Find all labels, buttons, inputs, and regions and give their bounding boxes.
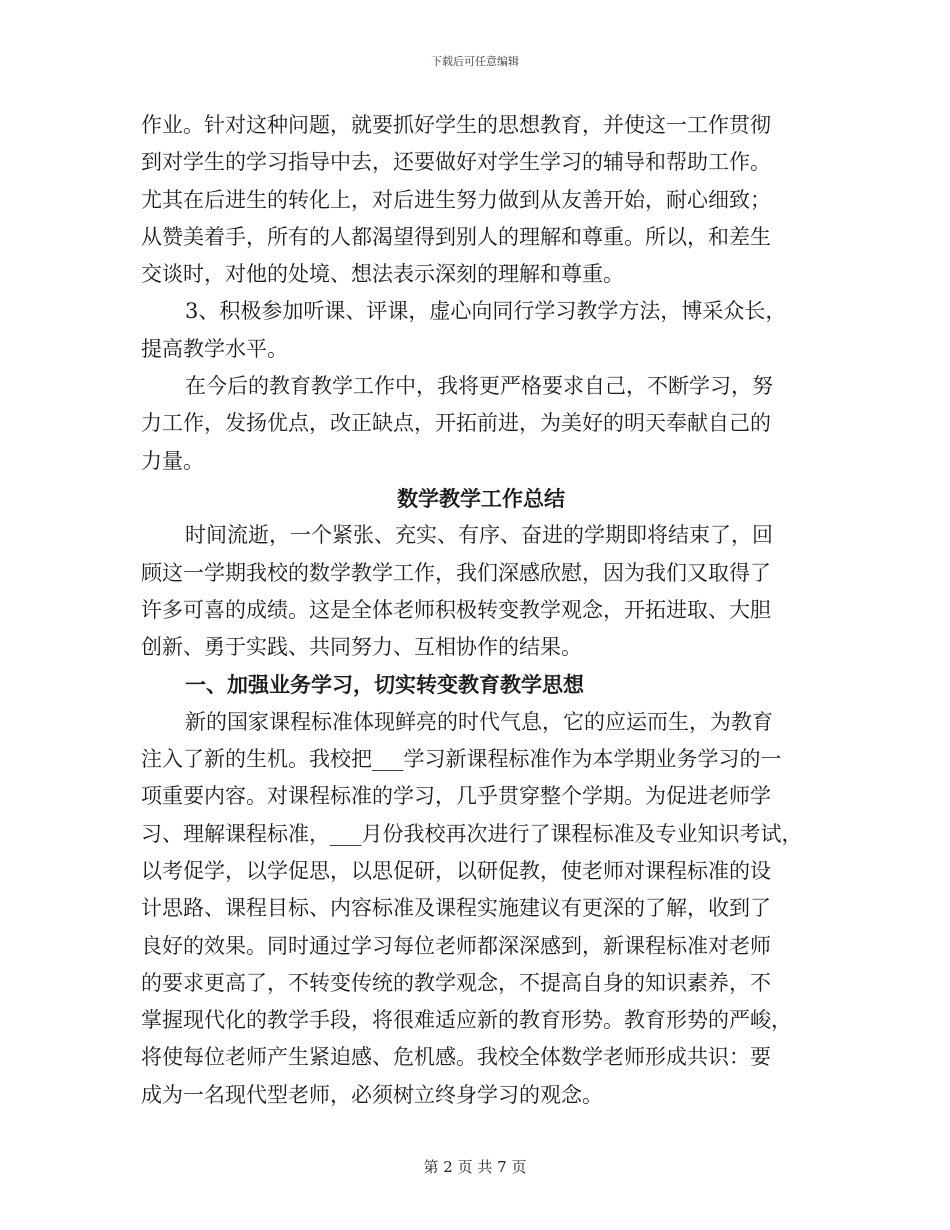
text-line: 创新、勇于实践、共同努力、互相协作的结果。 bbox=[141, 635, 582, 660]
document-body bbox=[141, 107, 821, 1114]
text-line: 新的国家课程标准体现鲜亮的时代气息，它的应运而生，为教育 bbox=[185, 709, 773, 734]
text-line: 时间流逝，一个紧张、充实、有序、奋进的学期即将结束了，回 bbox=[185, 523, 773, 548]
text-line: 许多可喜的成绩。这是全体老师积极转变教学观念，开拓进取、大胆 bbox=[141, 597, 771, 622]
text-line: 从赞美着手，所有的人都渴望得到别人的理解和尊重。所以，和差生 bbox=[141, 224, 771, 249]
text-line: 将使每位老师产生紧迫感、危机感。我校全体数学老师形成共识：要 bbox=[141, 1045, 771, 1070]
text-line: 注入了新的生机。我校把___学习新课程标准作为本学期业务学习的一 bbox=[141, 747, 782, 772]
text-line: 3、积极参加听课、评课，虚心向同行学习教学方法，博采众长， bbox=[185, 299, 787, 324]
page-header: 下载后可任意编辑 bbox=[431, 55, 519, 68]
text-line: 掌握现代化的教学手段，将很难适应新的教育形势。教育形势的严峻， bbox=[141, 1008, 792, 1033]
text-line: 顾这一学期我校的数学教学工作，我们深感欣慰，因为我们又取得了 bbox=[141, 560, 771, 585]
text-line: 交谈时，对他的处境、想法表示深刻的理解和尊重。 bbox=[141, 262, 624, 287]
text-line: 以考促学，以学促思，以思促研，以研促教，使老师对课程标准的设 bbox=[141, 858, 771, 883]
text-line: 到对学生的学习指导中去，还要做好对学生学习的辅导和帮助工作。 bbox=[141, 150, 771, 175]
text-line: 项重要内容。对课程标准的学习，几乎贯穿整个学期。为促进老师学 bbox=[141, 784, 771, 809]
text-line: 提高教学水平。 bbox=[141, 336, 288, 361]
text-line: 在今后的教育教学工作中，我将更严格要求自己，不断学习，努 bbox=[185, 374, 773, 399]
text-line: 力量。 bbox=[141, 448, 204, 473]
text-line: 计思路、课程目标、内容标准及课程实施建议有更深的了解，收到了 bbox=[141, 896, 771, 921]
text-line: 的要求更高了，不转变传统的教学观念，不提高自身的知识素养，不 bbox=[141, 970, 771, 995]
text-line: 作业。针对这种问题，就要抓好学生的思想教育，并使这一工作贯彻 bbox=[141, 113, 771, 137]
section-title: 数学教学工作总结 bbox=[397, 485, 565, 511]
page-footer: 第 2 页 共 7 页 bbox=[423, 1158, 527, 1176]
text-line: 良好的效果。同时通过学习每位老师都深深感到，新课程标准对老师 bbox=[141, 933, 771, 958]
text-line: 力工作，发扬优点，改正缺点，开拓前进，为美好的明天奉献自己的 bbox=[141, 411, 771, 436]
text-line: 尤其在后进生的转化上，对后进生努力做到从友善开始，耐心细致； bbox=[141, 187, 771, 212]
text-line: 成为一名现代型老师，必须树立终身学习的观念。 bbox=[141, 1082, 603, 1107]
section-heading: 一、加强业务学习，切实转变教育教学思想 bbox=[185, 672, 584, 698]
text-line: 习、理解课程标准，___月份我校再次进行了课程标准及专业知识考试， bbox=[141, 821, 803, 846]
